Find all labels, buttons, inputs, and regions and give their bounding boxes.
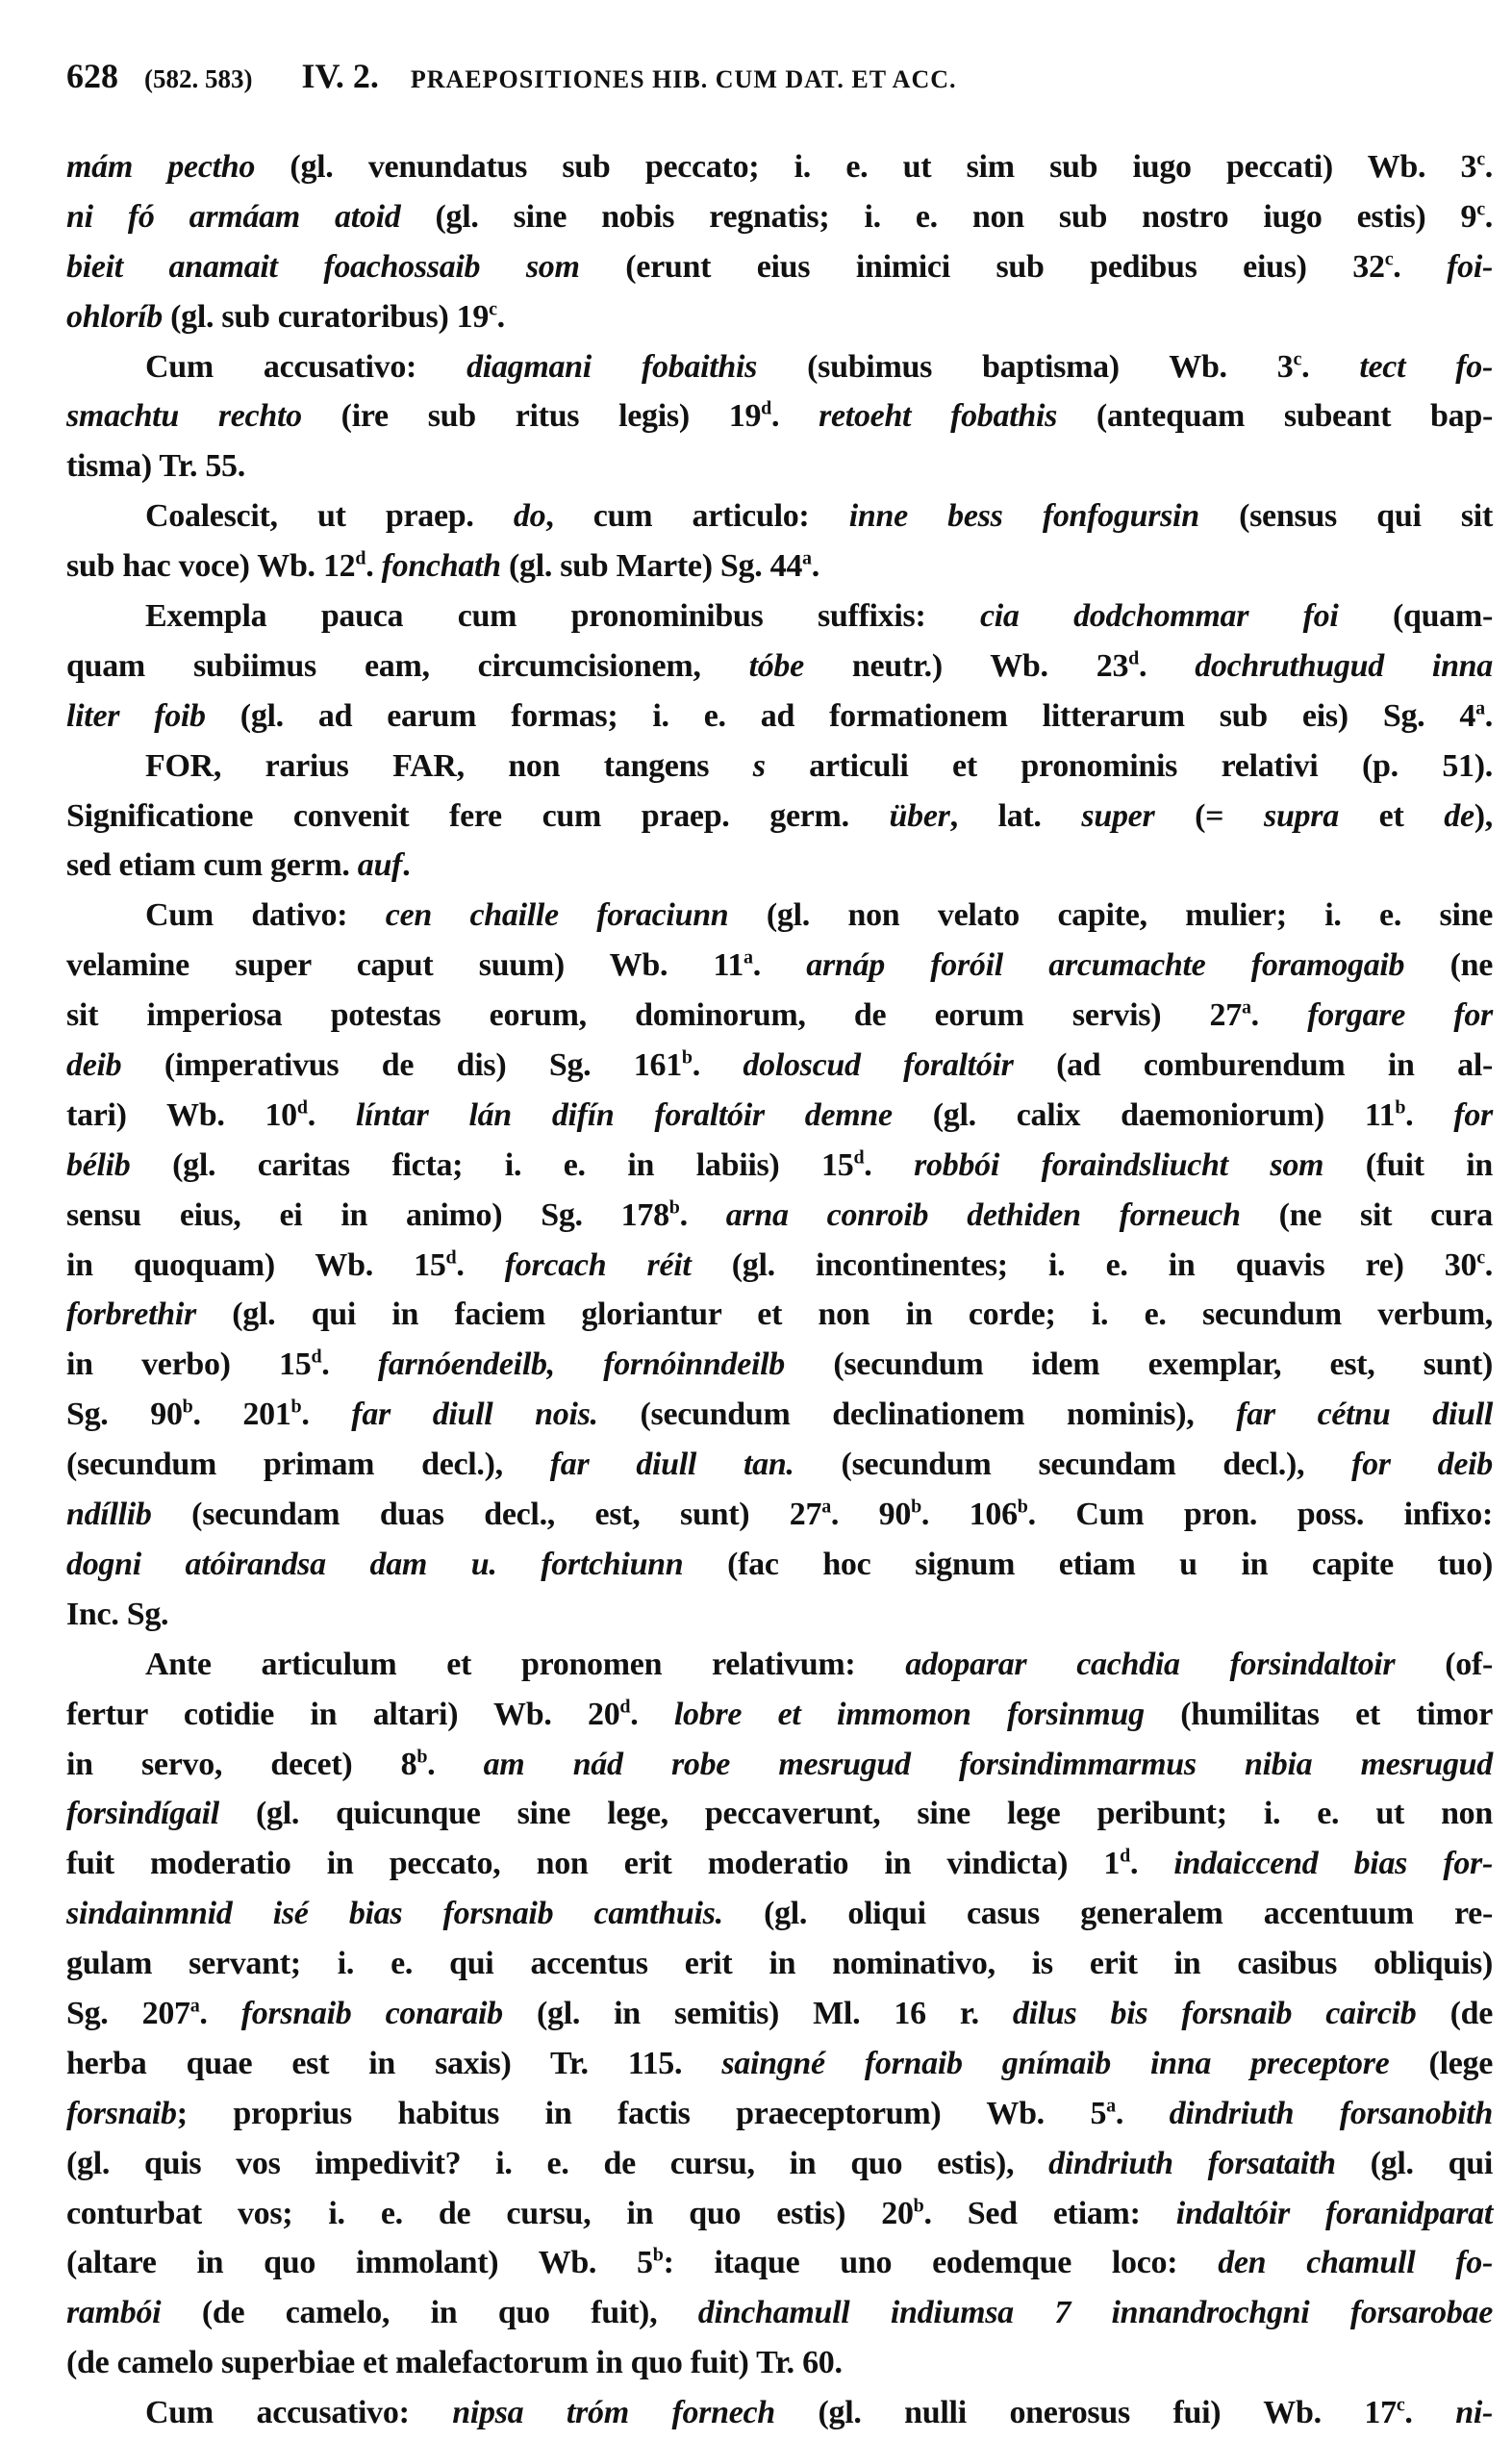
folio-superscript: c (1476, 1246, 1485, 1269)
irish-example: ohloríb (66, 298, 163, 335)
latin-text: . Sed etiam: (923, 2195, 1176, 2231)
text-line (66, 1390, 1493, 1440)
latin-text: . (1484, 198, 1493, 235)
latin-text: : itaque uno eodemque loco: (663, 2245, 1219, 2281)
text-line (66, 1640, 1493, 1690)
latin-text: . (1484, 697, 1493, 734)
irish-example: den chamull fo- (1218, 2245, 1493, 2281)
text-line (66, 2238, 1493, 2288)
irish-example: dindriuth forsataith (1048, 2145, 1336, 2181)
latin-text: . (321, 1346, 378, 1383)
text-line (66, 342, 1493, 392)
text-line (66, 491, 1493, 541)
latin-text: (gl. sub curatoribus) 19 (162, 298, 490, 335)
text-line (66, 1191, 1493, 1241)
text-line (66, 2039, 1493, 2089)
folio-superscript: b (668, 1196, 680, 1219)
latin-text: . (630, 1696, 674, 1732)
latin-text: . (1250, 997, 1308, 1034)
irish-example: lobre et immomon forsinmug (673, 1696, 1145, 1732)
latin-text: . 201 (192, 1397, 291, 1433)
latin-text: . (1129, 1846, 1174, 1882)
latin-text: tari) Wb. 10 (66, 1096, 297, 1133)
latin-text: Significatione convenit fere cum praep. germ. (66, 797, 890, 834)
irish-example: indaltóir foranidparat (1175, 2195, 1493, 2231)
latin-text: . (692, 1047, 743, 1084)
irish-example: fonchath (381, 548, 501, 585)
folio-superscript: b (1017, 1496, 1028, 1518)
irish-example: for deib (1351, 1447, 1493, 1483)
latin-text: (secundum secundam decl.), (794, 1447, 1352, 1483)
latin-text: . (1404, 2395, 1456, 2431)
text-line (66, 591, 1493, 642)
folio-superscript: d (311, 1346, 322, 1369)
irish-example: diagmani fobaithis (466, 348, 758, 385)
text-line (66, 541, 1493, 591)
irish-example: ni- (1455, 2395, 1493, 2431)
latin-text: (gl. oliqui casus generalem accentuum re- (722, 1896, 1493, 1932)
latin-text: . 90 (830, 1497, 912, 1533)
irish-example: dilus bis forsnaib caircib (1012, 1995, 1417, 2031)
latin-text: (sensus qui sit (1198, 498, 1493, 535)
latin-text: gulam servant; i. e. qui accentus erit in nominativo, is erit in casibus obliquis) (66, 1946, 1493, 1982)
irish-example: do (513, 498, 546, 535)
latin-text: sit imperiosa potestas eorum, dominorum, de eorum servis) 27 (66, 997, 1242, 1034)
latin-text: (gl. sub Marte) Sg. 44 (500, 548, 803, 585)
text-line (66, 1141, 1493, 1191)
text-line (66, 2089, 1493, 2139)
text-line (66, 1041, 1493, 1091)
irish-example: forcach réit (504, 1246, 692, 1283)
latin-text: (= (1154, 797, 1265, 834)
folio-superscript: b (416, 1746, 428, 1768)
text-line (66, 692, 1493, 742)
latin-text: articuli et pronominis relativi (p. 51). (765, 747, 1493, 784)
page-body-text (66, 142, 1493, 2438)
latin-text: (gl. venundatus sub peccato; i. e. ut sim sub iugo peccati) Wb. 3 (255, 149, 1477, 185)
latin-text: (antequam subeant bap- (1057, 398, 1493, 435)
text-line (66, 242, 1493, 292)
folio-superscript: b (290, 1396, 302, 1418)
running-title: PRAEPOSITIONES HIB. CUM DAT. ET ACC. (410, 65, 957, 93)
irish-example: forbrethir (66, 1296, 196, 1333)
text-line (66, 1939, 1493, 1989)
latin-text: sub hac voce) Wb. 12 (66, 548, 356, 585)
folio-superscript: c (1396, 2394, 1405, 2416)
irish-example: cia dodchommar foi (979, 598, 1339, 635)
folio-superscript: d (445, 1246, 457, 1269)
irish-example: robbói foraindsliucht som (914, 1146, 1324, 1183)
latin-text: (gl. non velato capite, mulier; i. e. sine (728, 897, 1494, 934)
irish-example: mám pectho (66, 149, 256, 185)
latin-text: . (402, 847, 411, 884)
folio-superscript: d (619, 1696, 631, 1718)
latin-text: . (456, 1246, 505, 1283)
latin-text: (gl. incontinentes; i. e. in quavis re) 30 (691, 1246, 1477, 1283)
folio-superscript: b (182, 1396, 193, 1418)
irish-example: nipsa tróm fornech (452, 2395, 775, 2431)
text-line (66, 1789, 1493, 1839)
irish-example: über (889, 797, 950, 834)
latin-text: . (199, 1995, 241, 2031)
folio-superscript: c (1476, 148, 1485, 170)
irish-example: saingné fornaib gnímaib inna preceptore (721, 2045, 1390, 2081)
irish-example: dogni atóirandsa dam u. fortchiunn (66, 1546, 684, 1582)
latin-text: (gl. caritas ficta; i. e. in labiis) 15 (130, 1146, 854, 1183)
text-line (66, 742, 1493, 792)
irish-example: deib (66, 1047, 122, 1084)
irish-example: dindriuth forsanobith (1169, 2095, 1494, 2131)
irish-example: foi- (1447, 248, 1493, 285)
irish-example: rambói (66, 2295, 162, 2331)
latin-text: . (752, 947, 807, 984)
irish-example: forsnaib (66, 2095, 177, 2131)
latin-text: . (1405, 1096, 1454, 1133)
text-line (66, 1340, 1493, 1390)
latin-text: . (1138, 647, 1196, 684)
folio-superscript: a (821, 1496, 831, 1518)
latin-text: . (496, 298, 505, 335)
latin-text: . (1115, 2095, 1170, 2131)
latin-text: . (679, 1196, 726, 1233)
latin-text: neutr.) Wb. 23 (803, 647, 1129, 684)
latin-text: (ne sit cura (1240, 1196, 1493, 1233)
latin-text: (gl. nulli onerosus fui) Wb. 17 (774, 2395, 1397, 2431)
folio-superscript: a (1241, 996, 1251, 1019)
latin-text: . (770, 398, 819, 435)
irish-example: ni fó armáam atoid (66, 198, 401, 235)
latin-text: . (811, 548, 819, 585)
latin-text: tisma) Tr. 55. (66, 448, 245, 485)
latin-text: (gl. ad earum formas; i. e. ad formationem litterarum sub eis) Sg. 4 (205, 697, 1476, 734)
latin-text: (imperativus de dis) Sg. 161 (121, 1047, 682, 1084)
latin-text: (gl. quis vos impedivit? i. e. de cursu, in quo estis), (66, 2145, 1049, 2181)
folio-superscript: a (802, 547, 812, 569)
text-line (66, 1490, 1493, 1540)
folio-superscript: c (1384, 248, 1394, 270)
latin-text: FOR, rarius FAR, non tangens (145, 747, 753, 784)
irish-example: smachtu rechto (66, 398, 302, 435)
latin-text: Sg. 207 (66, 1995, 190, 2031)
folio-superscript: a (743, 946, 753, 969)
latin-text: et (1338, 797, 1445, 834)
text-line (66, 1889, 1493, 1939)
irish-example: forsindígail (66, 1796, 219, 1832)
latin-text: (gl. in semitis) Ml. 16 r. (502, 1995, 1013, 2031)
text-line (66, 841, 1493, 891)
folio-superscript: b (913, 2195, 924, 2217)
latin-text: (subimus baptisma) Wb. 3 (757, 348, 1294, 385)
latin-text: (secundum idem exemplar, est, sunt) (785, 1346, 1494, 1383)
latin-text: Ante articulum et pronomen relativum: (145, 1646, 906, 1682)
latin-text: (secundam duas decl., est, sunt) 27 (151, 1497, 822, 1533)
latin-text: Coalescit, ut praep. (145, 498, 514, 535)
text-line (66, 2338, 1493, 2388)
latin-text: . (301, 1397, 352, 1433)
text-line (66, 642, 1493, 692)
text-line (66, 2189, 1493, 2239)
text-line (66, 292, 1493, 342)
irish-example: adoparar cachdia forsindaltoir (905, 1646, 1396, 1682)
irish-example: am nád robe mesrugud forsindimmarmus nibia mesrugud (483, 1746, 1493, 1782)
text-line (66, 1690, 1493, 1740)
latin-text: , cum articulo: (545, 498, 849, 535)
latin-text: (gl. qui in faciem gloriantur et non in corde; i. e. secundum verbum, (195, 1296, 1493, 1333)
latin-text: (de (1416, 1995, 1494, 2031)
folio-superscript: c (1476, 198, 1485, 220)
latin-text: . (365, 548, 382, 585)
folio-superscript: d (761, 398, 771, 420)
text-line (66, 941, 1493, 991)
latin-text: (ad comburendum in al- (1013, 1047, 1493, 1084)
page-number: 628 (66, 57, 118, 95)
latin-text: fuit moderatio in peccato, non erit moderatio in vindicta) 1 (66, 1846, 1121, 1882)
text-line (66, 2139, 1493, 2189)
folio-superscript: d (853, 1146, 865, 1169)
text-line (66, 1740, 1493, 1790)
text-line (66, 1590, 1493, 1640)
irish-example: líntar lán difín foraltóir demne (355, 1096, 893, 1133)
running-header (66, 56, 1493, 96)
irish-example: cen chaille foraciunn (385, 897, 729, 934)
text-line (66, 1839, 1493, 1889)
irish-example: forsnaib conaraib (240, 1995, 503, 2031)
latin-text: . (1484, 149, 1493, 185)
irish-example: far diull nois. (351, 1397, 598, 1433)
irish-example: inne bess fonfogursin (848, 498, 1199, 535)
latin-text: Cum accusativo: (145, 348, 467, 385)
latin-text: . (307, 1096, 356, 1133)
text-line (66, 1989, 1493, 2039)
text-line (66, 1440, 1493, 1490)
irish-example: for (1453, 1096, 1493, 1133)
latin-text: (quam- (1338, 598, 1493, 635)
irish-example: bieit anamait foachossaib som (66, 248, 580, 285)
latin-text: . (1301, 348, 1360, 385)
latin-text: conturbat vos; i. e. de cursu, in quo estis) 20 (66, 2195, 914, 2231)
irish-example: indaiccend bias for- (1173, 1846, 1493, 1882)
latin-text: Inc. Sg. (66, 1596, 169, 1632)
irish-example: far cétnu diull (1236, 1397, 1494, 1433)
irish-example: tóbe (748, 647, 804, 684)
latin-text: (lege (1389, 2045, 1493, 2081)
latin-text: in quoquam) Wb. 15 (66, 1246, 446, 1283)
irish-example: doloscud foraltóir (743, 1047, 1014, 1084)
latin-text: (altare in quo immolant) Wb. 5 (66, 2245, 653, 2281)
folio-superscript: d (1128, 647, 1139, 669)
text-line (66, 391, 1493, 441)
text-line (66, 192, 1493, 242)
irish-example: dochruthugud inna (1195, 647, 1493, 684)
irish-example: farnóendeilb, fornóinndeilb (377, 1346, 786, 1383)
folio-superscript: d (1120, 1845, 1130, 1867)
irish-example: far diull tan. (549, 1447, 794, 1483)
text-line (66, 142, 1493, 192)
latin-text: Exempla pauca cum pronominibus suffixis: (145, 598, 980, 635)
latin-text: (gl. sine nobis regnatis; i. e. non sub nostro iugo estis) 9 (400, 198, 1477, 235)
latin-text: (gl. calix daemoniorum) 11 (892, 1096, 1396, 1133)
latin-text: (ire sub ritus legis) 19 (301, 398, 762, 435)
irish-example: retoeht fobathis (819, 398, 1058, 435)
text-line (66, 2388, 1493, 2438)
latin-text: . (1393, 248, 1448, 285)
folio-superscript: a (1106, 2095, 1116, 2117)
irish-example: arna conroib dethiden forneuch (725, 1196, 1241, 1233)
latin-text: Sg. 90 (66, 1397, 183, 1433)
latin-text: . (427, 1746, 484, 1782)
folio-superscript: b (652, 2245, 664, 2267)
folio-superscript: a (1475, 697, 1485, 719)
latin-text: fertur cotidie in altari) Wb. 20 (66, 1696, 620, 1732)
text-line (66, 792, 1493, 842)
irish-example: dinchamull indiumsa 7 innandrochgni forsarobae (697, 2295, 1494, 2331)
latin-text: (fac hoc signum etiam u in capite tuo) (683, 1546, 1494, 1582)
folio-superscript: b (911, 1496, 921, 1518)
text-line (66, 1241, 1493, 1291)
latin-text: (humilitas et timor (1144, 1696, 1494, 1732)
latin-text: ; proprius habitus in factis praeceptorum) Wb. 5 (176, 2095, 1107, 2131)
text-line (66, 891, 1493, 941)
irish-example: auf (357, 847, 403, 884)
folio-superscript: d (355, 547, 366, 569)
latin-text: (secundum primam decl.), (66, 1447, 550, 1483)
irish-example: supra (1264, 797, 1339, 834)
latin-text: . Cum pron. poss. infixo: (1027, 1497, 1493, 1533)
text-line (66, 1091, 1493, 1141)
latin-text: (ne (1404, 947, 1494, 984)
latin-text: . (864, 1146, 915, 1183)
latin-text: (gl. quicunque sine lege, peccaverunt, sine lege peribunt; i. e. ut non (218, 1796, 1493, 1832)
latin-text: (de camelo superbiae et malefactorum in quo fuit) Tr. 60. (66, 2345, 843, 2381)
latin-text: (gl. qui (1335, 2145, 1493, 2181)
latin-text: (secundum declinationem nominis), (597, 1397, 1237, 1433)
irish-example: forgare for (1307, 997, 1493, 1034)
irish-example: de (1444, 797, 1474, 834)
latin-text: . (1484, 1246, 1493, 1283)
folio-superscript: d (296, 1096, 308, 1119)
latin-text: . 106 (920, 1497, 1018, 1533)
latin-text: (erunt eius inimici sub pedibus eius) 32 (579, 248, 1385, 285)
irish-example: arnáp foróil arcumachte foramogaib (806, 947, 1405, 984)
latin-text: (de camelo, in quo fuit), (161, 2295, 698, 2331)
text-line (66, 991, 1493, 1041)
page-refs: (582. 583) (144, 64, 253, 93)
latin-text: in servo, decet) 8 (66, 1746, 417, 1782)
latin-text: Cum accusativo: (145, 2395, 453, 2431)
irish-example: tect fo- (1359, 348, 1494, 385)
latin-text: in verbo) 15 (66, 1346, 312, 1383)
latin-text: , lat. (949, 797, 1082, 834)
folio-superscript: c (489, 298, 497, 320)
folio-superscript: a (189, 1995, 200, 2017)
latin-text: quam subiimus eam, circumcisionem, (66, 647, 749, 684)
irish-example: ndíllib (66, 1497, 152, 1533)
irish-example: liter foib (66, 697, 206, 734)
folio-superscript: c (1293, 348, 1302, 370)
latin-text: sed etiam cum germ. (66, 847, 358, 884)
latin-text: sensu eius, ei in animo) Sg. 178 (66, 1196, 669, 1233)
folio-superscript: b (681, 1046, 693, 1069)
latin-text: Cum dativo: (145, 897, 386, 934)
text-line (66, 441, 1493, 491)
latin-text: (of- (1395, 1646, 1494, 1682)
text-line (66, 2288, 1493, 2338)
irish-example: sindainmnid isé bias forsnaib camthuis. (66, 1896, 723, 1932)
latin-text: ), (1474, 797, 1493, 834)
text-line (66, 1540, 1493, 1590)
latin-text: herba quae est in saxis) Tr. 115. (66, 2045, 722, 2081)
irish-example: s (752, 747, 766, 784)
irish-example: bélib (66, 1146, 131, 1183)
text-line (66, 1290, 1493, 1340)
irish-example: super (1081, 797, 1155, 834)
folio-superscript: b (1395, 1096, 1406, 1119)
latin-text: (fuit in (1323, 1146, 1493, 1183)
latin-text: velamine super caput suum) Wb. 11 (66, 947, 744, 984)
section-number: IV. 2. (301, 57, 379, 95)
